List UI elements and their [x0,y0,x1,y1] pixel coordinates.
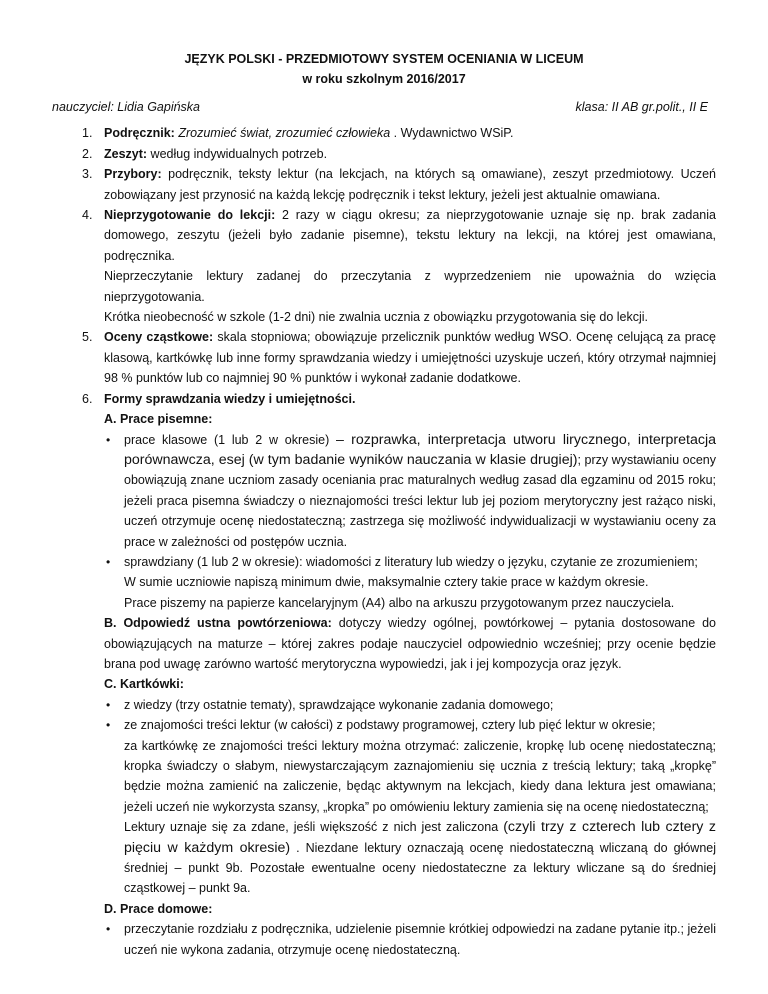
item-number: 3. [82,167,93,182]
item-text: 2 razy w ciągu okresu; za nieprzygotowanie uznaje się np. brak zadania domowego, zeszytu (jeżeli było zadanie pisemne), tekstu lektury na lekcji, na której jest omawiana, podręcznika. [104,208,716,263]
item-text: według indywidualnych potrzeb. [147,146,328,161]
bullet-item: • z wiedzy (trzy ostatnie tematy), sprawdzające wykonanie zadania domowego; [104,695,716,715]
note: W sumie uczniowie napiszą minimum dwie, maksymalnie cztery takie prace w każdym okresie. [124,575,649,590]
rules-list [52,123,716,960]
item-label: Zeszyt: [104,146,148,161]
bullet-list [104,430,716,614]
paragraph: za kartkówkę ze znajomości treści lektury można otrzymać: zaliczenie, kropkę lub ocenę niedostateczną; kropka świadczy o słabym, niewystarczającym zaznajomieniu się ucznia z treścią lektury; taką „kropkę” będzie można zamienić na zaliczenie, będąc aktywnym na lekcjach, kiedy dana lektura jest omawiana; jeżeli uczeń nie wykorzysta szansy, „kropka” po omówieniu lektury zamienia się na ocenę niedostateczną; [124,738,716,814]
section-heading: C. Kartkówki: [104,677,184,692]
item-text: . Wydawnictwo WSiP. [390,126,514,141]
bullet-item: • przeczytanie rozdziału z podręcznika, udzielenie pisemnie krótkiej odpowiedzi na zadane pytanie itp.; jeżeli uczeń nie wykona zadania, otrzymuje ocenę niedostateczną. [104,919,716,960]
bullet-item: • ze znajomości treści lektur (w całości) z podstawy programowej, cztery lub pięć lektur w okresie; [104,715,716,735]
list-item [52,327,716,388]
list-item [52,164,716,205]
item-number: 5. [82,330,93,345]
section-heading: D. Prace domowe: [104,901,213,916]
class-info: klasa: II AB gr.polit., II E [575,100,708,114]
item-label: Podręcznik: [104,126,175,141]
section-d [104,899,716,960]
textbook-title: Zrozumieć świat, zrozumieć człowieka [178,126,391,141]
bullet-item: • sprawdziany (1 lub 2 w okresie): wiadomości z literatury lub wiedzy o języku, czytanie ze zrozumieniem; W sumie uczniowie napiszą minimum dwie, maksymalnie cztery takie prace w każdym okresie. Prace piszemy na papierze kancelaryjnym (A4) albo na arkuszu przygotowanym przez nauczyciela. [104,552,716,613]
section-heading: B. Odpowiedź ustna powtórzeniowa: [104,616,332,631]
section-a [104,409,716,613]
section-c [104,674,716,898]
document-title: JĘZYK POLSKI - PRZEDMIOTOWY SYSTEM OCENIANIA W LICEUM [184,52,584,66]
item-text: podręcznik, teksty lektur (na lekcjach, na których są omawiane), zeszyt przedmiotowy. Uczeń zobowiązany jest przynosić na każdą lekcję podręcznik i tekst lektury, jeżeli jest aktualnie omawiana. [104,167,716,202]
item-number: 2. [82,146,93,161]
item-label: Formy sprawdzania wiedzy i umiejętności. [104,391,356,406]
item-number: 6. [82,391,93,406]
item-label: Oceny cząstkowe: [104,330,214,345]
section-heading: A. Prace pisemne: [104,412,213,427]
bullet-list [104,919,716,960]
item-label: Nieprzygotowanie do lekcji: [104,208,276,223]
item-note: Krótka nieobecność w szkole (1-2 dni) nie zwalnia ucznia z obowiązku przygotowania się do lekcji. [104,310,649,325]
document-meta [52,97,716,117]
list-item [52,123,716,143]
item-label: Przybory: [104,167,162,182]
list-item [52,205,716,327]
list-item [52,144,716,164]
list-item [52,389,716,960]
section-b: B. Odpowiedź ustna powtórzeniowa: dotyczy wiedzy ogólnej, powtórkowej – pytania dostosowane do obowiązujących na maturze – której zakres podaje nauczyciel odpowiednio wcześniej; przy ocenie będzie brana pod uwagę zarówno wartość merytoryczna wypowiedzi, jak i jej kompozycja oraz język. [104,616,717,671]
item-number: 4. [82,208,93,223]
item-number: 1. [82,126,93,141]
note: Prace piszemy na papierze kancelaryjnym (A4) albo na arkuszu przygotowanym przez nauczyciela. [124,595,675,610]
item-text: skala stopniowa; obowiązuje przelicznik punktów według WSO. Ocenę celującą za pracę klasową, kartkówkę lub inne formy sprawdzania wiedzy i umiejętności uzyskuje uczeń, który otrzymał najmniej 98 % punktów lub co najmniej 90 % punktów i wykonał zadanie dodatkowe. [104,330,716,386]
bullet-list [104,695,716,736]
document-subtitle: w roku szkolnym 2016/2017 [302,72,466,86]
teacher-name: nauczyciel: Lidia Gapińska [52,100,200,114]
item-note: Nieprzeczytanie lektury zadanej do przeczytania z wyprzedzeniem nie upoważnia do wzięcia nieprzygotowania. [104,269,716,304]
bullet-item: • prace klasowe (1 lub 2 w okresie) – rozprawka, interpretacja utworu lirycznego, interpretacja porównawcza, esej (w tym badanie wyników nauczania w klasie drugiej); przy wystawianiu oceny obowiązują znane uczniom zasady oceniania prac maturalnych według zasad dla egzaminu od 2015 roku; jeżeli praca pisemna świadczy o nieznajomości treści lektur lub jej poziom merytoryczny jest rażąco niski, uczeń otrzymuje ocenę niedostateczną; zastrzega się możliwość indywidualizacji w wystawianiu oceny za prace w zależności od postępów ucznia. [104,430,716,552]
paragraph: Lektury uznaje się za zdane, jeśli większość z nich jest zaliczona (czyli trzy z czterech lub cztery z pięciu w każdym okresie) . Niezdane lektury oznaczają ocenę niedostateczną wliczaną do głównej średniej – punkt 9b. Pozostałe ewentualne oceny niedostateczne za lektury wliczane są do średniej cząstkowej – punkt 9a. [124,819,716,896]
